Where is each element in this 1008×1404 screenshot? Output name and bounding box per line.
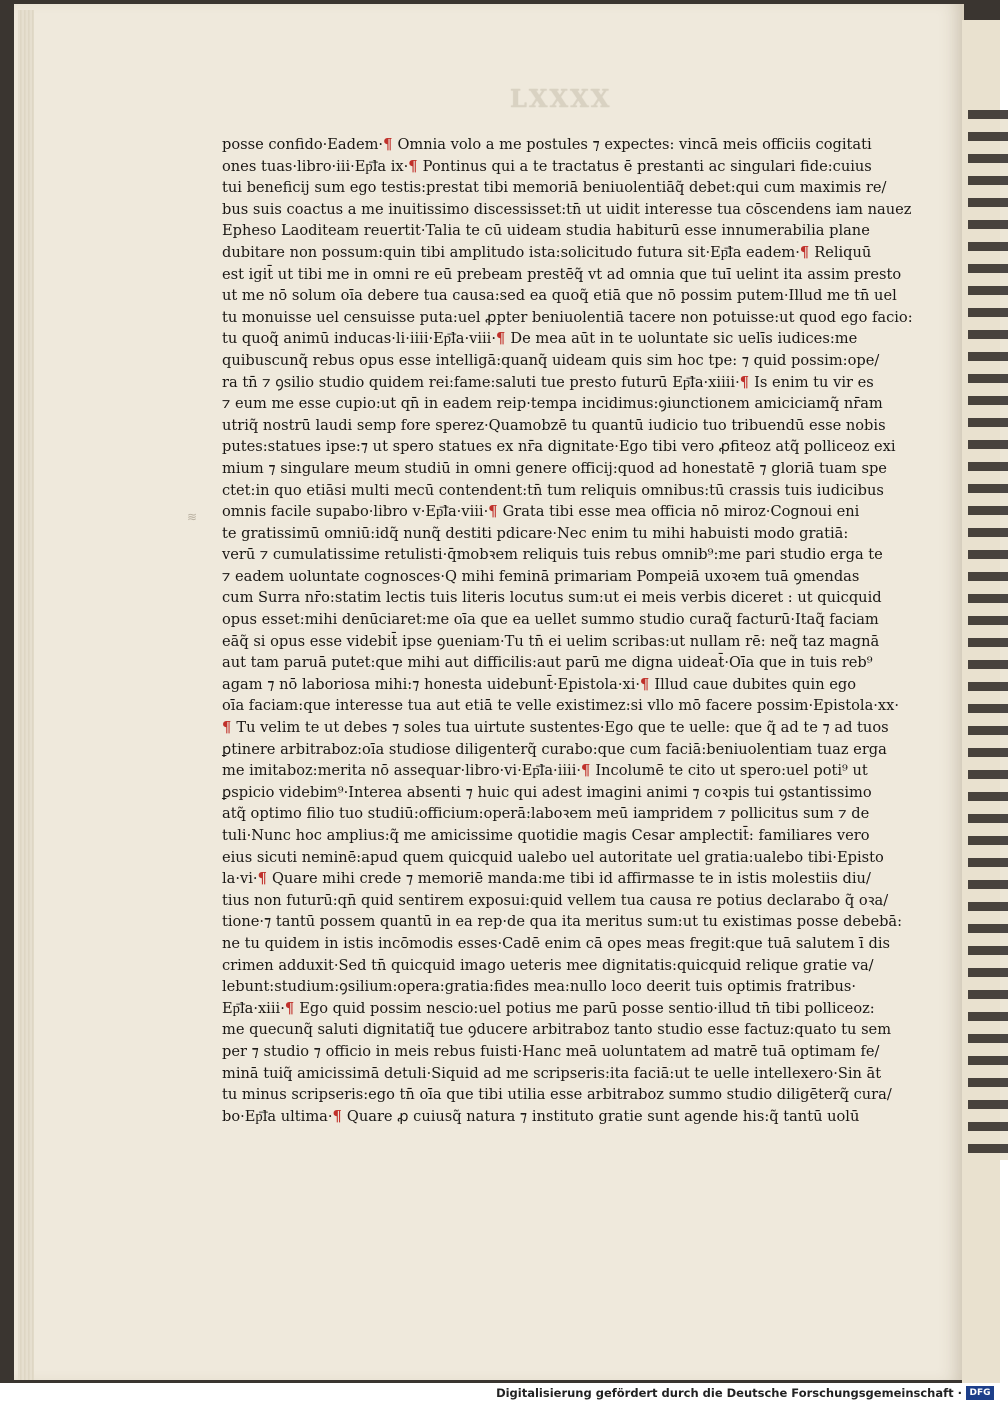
text-segment: utriq̃ nostrū laudi semp fore sperez·Quamobzē tu quantū iudicio tuo tribuendū esse nobis (222, 416, 886, 434)
text-line (222, 350, 880, 372)
text-segment: Quare ꝓ cuiusq̃ natura ⁊ instituto gratie sunt agende his:q̃ tantū uolū (346, 1107, 860, 1125)
text-line (222, 695, 900, 717)
text-line (222, 242, 872, 264)
text-line (222, 760, 868, 782)
text-line (222, 1063, 882, 1085)
text-line (222, 285, 897, 307)
text-segment: bo·Ep͞la ultima· (222, 1107, 333, 1125)
text-segment: tu minus scripseris:ego tn̄ oīa que tibi utilia esse arbitraboz summo studio diligēterq̃ cura/ (222, 1086, 892, 1104)
text-line (222, 587, 882, 609)
text-line (222, 739, 887, 761)
text-segment: Reliquū (814, 243, 872, 261)
folio-number: LXXXX (510, 84, 612, 113)
text-segment: verū ⁊ cumulatissime retulisti·q̄mobꝛem reliquis tuis rebus omnib⁹:me pari studio erga te (222, 546, 883, 564)
text-segment: tione·⁊ tantū possem quantū in ea rep·de qua ita meritus sum:ut tu existimas posse debebā: (222, 913, 903, 931)
page-edges (18, 10, 34, 1380)
text-line (222, 847, 884, 869)
rubric-paragraph-mark: ¶ (488, 503, 503, 521)
text-segment: ꝑspicio videbim⁹·Interea absenti ⁊ huic qui adest imagini animi ⁊ coꝛpis tui ꝯstantissimo (222, 783, 872, 801)
text-segment: eius sicuti neminē:apud quem quicquid ualebo uel autoritate uel gratia:ualebo tibi·Episto (222, 848, 884, 866)
rubric-paragraph-mark: ¶ (581, 762, 596, 780)
text-line (222, 1084, 892, 1106)
text-segment: crimen adduxit·Sed tn̄ quicquid imago ueteris mee dignitatis:quicquid relique gratie va/ (222, 956, 874, 974)
text-segment: bus suis coactus a me inuitissimo discessisset:tn̄ ut uidit interesse tua cōscendens iam nauez (222, 200, 912, 218)
text-segment: Is enim tu vir es (754, 373, 874, 391)
text-line (222, 393, 883, 415)
text-segment: ra tn̄ ⁊ ꝯsilio studio quidem rei:fame:saluti tue presto futurū Ep͞la·xiiii· (222, 373, 740, 391)
text-segment: posse confido·Eadem· (222, 136, 384, 153)
text-line (222, 177, 887, 199)
text-line (222, 156, 872, 178)
text-line (222, 868, 871, 890)
text-segment: cum Surra nr̄o:statim lectis tuis literis locutus sum:ut ei meis verbis diceret : ut quicquid (222, 589, 882, 607)
text-segment: oīa faciam:que interesse tua aut etiā te velle existimez:si vllo mō facere possim·Epistola·xx· (222, 697, 900, 715)
rubric-paragraph-mark: ¶ (640, 675, 655, 693)
footer-bar (0, 1383, 1000, 1404)
text-segment: ones tuas·libro·iii·Ep͞la ix· (222, 157, 409, 175)
text-segment: tu monuisse uel censuisse puta:uel ꝓpter beniuolentiā tacere non potuisse:ut quod ego facio: (222, 308, 913, 326)
margin-mark: ≋ (187, 510, 198, 524)
text-segment: Tu velim te ut debes ⁊ soles tua uirtute sustentes·Ego que te uelle: que q̃ ad te ⁊ ad tuos (236, 719, 889, 737)
text-line (222, 652, 873, 674)
text-line (222, 372, 874, 394)
text-segment: ctet:in quo etiāsi multi mecū contendent:tn̄ tum reliquis omnibus:tū crassis tuis iudicibus (222, 481, 884, 499)
text-segment: me imitaboz:merita nō assequar·libro·vi·Ep͞la·iiii· (222, 762, 582, 780)
text-segment: aut tam paruā putet:que mihi aut difficilis:aut parū me digna uideat̄·Oīa que in tuis reb⁹ (222, 654, 873, 672)
text-segment: te gratissimū omniū:idq̃ nunq̃ destiti pdicare·Nec enim tu mihi habuisti modo gratiā: (222, 524, 849, 542)
text-line (222, 998, 875, 1020)
text-segment: atq̃ optimo filio tuo studiū:officium:operā:laboꝛem meū iampridem ⁊ pollicitus sum ⁊ de (222, 805, 870, 823)
text-segment: Quare mihi crede ⁊ memoriē manda:me tibi id affirmasse te in istis molestiis diu/ (271, 870, 871, 888)
text-line (222, 911, 903, 933)
text-segment: Epheso Laoditeam reuertit·Talia te cū uideam studia habiturū esse innumerabilia plane (222, 222, 870, 240)
text-segment: la·vi· (222, 870, 258, 888)
text-segment: eāq̃ si opus esse videbit̄ ipse ꝯueniam·Tu tn̄ ei uelim scribas:ut nullam rē: neq̃ taz magnā (222, 632, 880, 650)
text-segment: Illud caue dubites quin ego (654, 675, 857, 693)
text-line (222, 825, 870, 847)
text-segment: tui beneficij sum ego testis:prestat tibi memoriā beniuolentiāq̃ debet:qui cum maximis re/ (222, 179, 887, 197)
text-line (222, 436, 896, 458)
rubric-paragraph-mark: ¶ (739, 373, 755, 391)
text-line (222, 566, 862, 588)
footer-credit: Digitalisierung gefördert durch die Deutsche Forschungsgemeinschaft · (496, 1386, 962, 1400)
rubric-paragraph-mark: ¶ (284, 999, 300, 1017)
text-line (222, 328, 862, 350)
text-segment: quibuscunq̃ rebus opus esse intelligā:quanq̃ uideam quis sim hoc tpe: ⁊ quid possim:ope/ (222, 351, 880, 369)
text-line (222, 609, 879, 631)
text-column (222, 134, 913, 1127)
text-segment: ꝑtinere arbitraboz:oīa studiose diligenterq̃ curabo:que cum faciā:beniuolentiam tuaz erga (222, 740, 887, 758)
text-line (222, 717, 889, 739)
text-line (222, 890, 889, 912)
text-segment: tius non futurū:qn̄ quid sentirem exposui:quid vellem tua causa re potius declarabo q̃ oꝛa/ (222, 891, 889, 909)
text-segment: ⁊ eum me esse cupio:ut qn̄ in eadem reip·tempa incidimus:ꝯiunctionem amiciciamq̃ nr̄am (222, 395, 883, 413)
text-line (222, 458, 887, 480)
text-segment: me quecunq̃ saluti dignitatiq̃ tue ꝯducere arbitraboz tanto studio esse factuz:quato tu sem (222, 1021, 892, 1039)
rubric-paragraph-mark: ¶ (222, 719, 237, 737)
text-segment: omnis facile supabo·libro v·Ep͞la·viii· (222, 503, 489, 521)
text-segment: putes:statues ipse:⁊ ut spero statues ex nr̄a dignitate·Ego tibi vero ꝓfiteoz atq̃ polliceoz exi (222, 438, 896, 456)
text-segment: tu quoq̃ animū inducas·li·iiii·Ep͞la·viii· (222, 330, 496, 348)
text-line (222, 199, 912, 221)
text-segment: lebunt:studium:ꝯsilium:opera:gratia:fides mea:nullo loco deerit tuis optimis fratribus· (222, 978, 856, 996)
text-line (222, 220, 870, 242)
text-segment: agam ⁊ nō laboriosa mihi:⁊ honesta uidebunt̄·Epistola·xi· (222, 675, 641, 693)
dfg-logo: DFG (966, 1386, 994, 1400)
text-segment: Grata tibi esse mea officia nō miroz·Cognoui eni (502, 503, 860, 521)
text-line (222, 674, 862, 696)
rubric-paragraph-mark: ¶ (332, 1107, 347, 1125)
text-line (222, 544, 883, 566)
text-segment: minā tuiq̃ amicissimā detuli·Siquid ad me scripseris:ita faciā:ut te uelle intellexero·Sin āt (222, 1064, 882, 1082)
right-page-text-strip (968, 110, 1008, 1160)
text-segment: Incolumē te cito ut spero:uel poti⁹ ut (595, 762, 868, 780)
text-segment: tuli·Nunc hoc amplius:q̃ me amicissime quotidie magis Cesar amplectit̄: familiares vero (222, 827, 870, 844)
text-line (222, 1106, 862, 1128)
text-line (222, 803, 870, 825)
text-segment: ut me nō solum oīa debere tua causa:sed ea quoq̃ etiā que nō possim putem·Illud me tn̄ uel (222, 287, 897, 305)
text-line (222, 501, 862, 523)
text-line (222, 976, 862, 998)
text-segment: Pontinus qui a te tractatus ē prestanti ac singulari fide:cuius (422, 157, 872, 175)
rubric-paragraph-mark: ¶ (496, 330, 511, 348)
rubric-paragraph-mark: ¶ (408, 157, 423, 175)
text-segment: Ep͞la·xiii· (222, 999, 285, 1017)
text-line (222, 415, 886, 437)
text-segment: mium ⁊ singulare meum studiū in omni genere officij:quod ad honestatē ⁊ gloriā tuam spe (222, 459, 887, 477)
text-line (222, 134, 872, 156)
text-segment: De mea aūt in te uoluntate sic uelīs iudices:me (510, 330, 858, 348)
text-line (222, 1019, 892, 1041)
text-line (222, 955, 874, 977)
right-page-edge (962, 20, 1000, 1383)
rubric-paragraph-mark: ¶ (799, 243, 815, 261)
text-segment: Ego quid possim nescio:uel potius me parū posse sentio·illud tn̄ tibi polliceoz: (299, 999, 875, 1017)
text-line (222, 782, 872, 804)
text-segment: Omnia volo a me postules ⁊ expectes: vincā meis officiis cogitati (397, 136, 872, 153)
text-line (222, 1041, 880, 1063)
text-segment: est igit̄ ut tibi me in omni re eū prebeam prestēq̃ vt ad omnia que tuī uelint ita assim presto (222, 265, 902, 283)
text-segment: opus esset:mihi denūciaret:me oīa que ea uellet summo studio curaq̃ facturū·Itaq̃ faciam (222, 611, 879, 629)
text-segment: per ⁊ studio ⁊ officio in meis rebus fuisti·Hanc meā uoluntatem ad matrē tuā optimam fe/ (222, 1042, 880, 1060)
text-line (222, 631, 880, 653)
text-segment: ne tu quidem in istis incōmodis esses·Cadē enim cā opes meas fregit:que tuā salutem ī dis (222, 934, 890, 952)
text-line (222, 523, 862, 545)
text-line (222, 933, 890, 955)
text-segment: dubitare non possum:quin tibi amplitudo ista:solicitudo futura sit·Ep͞la eadem· (222, 243, 800, 261)
text-line (222, 264, 902, 286)
text-line (222, 480, 884, 502)
rubric-paragraph-mark: ¶ (383, 136, 398, 153)
text-segment: ⁊ eadem uoluntate cognosces·Q mihi feminā primariam Pompeiā uxoꝛem tuā ꝯmendas (222, 567, 860, 585)
text-line (222, 307, 913, 329)
rubric-paragraph-mark: ¶ (257, 870, 272, 888)
